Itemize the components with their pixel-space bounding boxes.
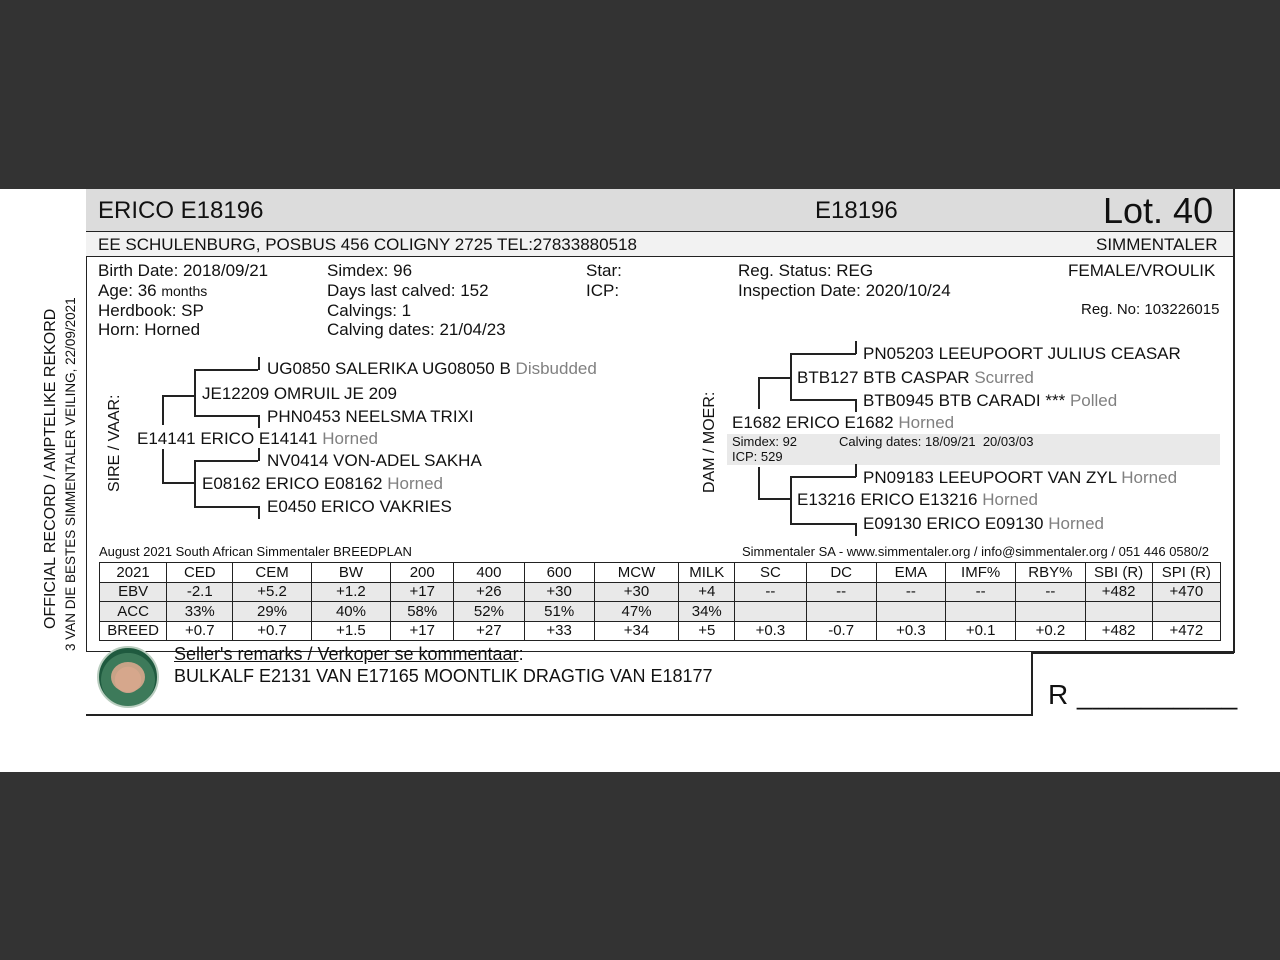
breedplan-header-cell: 2021 [100,563,167,583]
remarks-text: BULKALF E2131 VAN E17165 MOONTLIK DRAGTIG VAN E18177 [174,666,713,686]
breedplan-header-cell: CEM [233,563,311,583]
breed-label: SIMMENTALER [1096,235,1218,254]
dam-main-horn: Horned [898,413,955,432]
breedplan-header-cell: SPI (R) [1152,563,1220,583]
breedplan-cell: +0.1 [946,621,1016,641]
icp: ICP: [586,281,620,300]
breedplan-cell: +0.7 [233,621,311,641]
breedplan-header-cell: BW [311,563,390,583]
breedplan-cell: EBV [100,582,167,602]
dam-gp1: PN05203 LEEUPOORT JULIUS CEASAR [863,344,1181,363]
owner-info: EE SCHULENBURG, POSBUS 456 COLIGNY 2725 TEL:27833880518 [98,235,637,254]
dam-parent2-name: E13216 ERICO E13216 [797,490,978,509]
breedplan-cell [1152,602,1220,622]
dam-label: DAM / MOER: [701,391,718,493]
days-last-calved: Days last calved: 152 [327,281,489,300]
breedplan-cell: +482 [1085,621,1152,641]
breedplan-header-cell: MILK [679,563,735,583]
breedplan-cell [1016,602,1085,622]
breedplan-cell: 52% [454,602,524,622]
dam-main-name: E1682 ERICO E1682 [732,413,894,432]
breedplan-header-cell: DC [806,563,876,583]
age-value: Age: 36 [98,281,157,300]
breedplan-cell [876,602,945,622]
dam-gp2-name: BTB0945 BTB CARADI *** [863,391,1066,410]
dam-gp4-horn: Horned [1048,514,1105,533]
breedplan-cell: +26 [454,582,524,602]
breedplan-cell: +17 [391,582,454,602]
breedplan-row [100,563,1221,583]
breedplan-cell: +470 [1152,582,1220,602]
breedplan-cell: -2.1 [167,582,233,602]
simmentaler-logo [97,646,159,708]
dam-gp3-horn: Horned [1121,468,1178,487]
breedplan-cell: -- [946,582,1016,602]
sire-gp3: NV0414 VON-ADEL SAKHA [267,451,482,470]
breedplan-cell: +27 [454,621,524,641]
dam-main [732,413,954,433]
breedplan-cell: +5 [679,621,735,641]
dam-gp3 [863,468,1177,488]
dam-gp4-name: E09130 ERICO E09130 [863,514,1044,533]
breedplan-cell: +17 [391,621,454,641]
breedplan-cell: 47% [594,602,679,622]
breedplan-cell: +1.2 [311,582,390,602]
simdex: Simdex: 96 [327,261,413,280]
animal-name: ERICO E18196 [98,197,264,224]
birth-date: Birth Date: 2018/09/21 [98,261,269,280]
breedplan-caption: August 2021 South African Simmentaler BREEDPLAN [99,544,412,559]
dam-gp2-horn: Polled [1069,391,1118,410]
breedplan-cell: +30 [594,582,679,602]
horn-status: Horn: Horned [98,320,201,339]
breedplan-cell: 33% [167,602,233,622]
sire-parent1: JE12209 OMRUIL JE 209 [202,384,397,403]
calving-dates: Calving dates: 21/04/23 [327,320,506,339]
breedplan-cell: -- [876,582,945,602]
breedplan-header-cell: 200 [391,563,454,583]
dam-icp: ICP: 529 [732,449,783,464]
calvings: Calvings: 1 [327,301,412,320]
reg-status: Reg. Status: REG [738,261,874,280]
breedplan-cell [946,602,1016,622]
remarks-title [174,644,524,665]
breedplan-cell: 29% [233,602,311,622]
dam-parent1-horn: Scurred [974,368,1034,387]
sire-parent2-horn: Horned [387,474,444,493]
sire-gp1 [267,359,597,379]
breedplan-header-cell: CED [167,563,233,583]
breedplan-cell: +0.3 [735,621,806,641]
sire-gp2: PHN0453 NEELSMA TRIXI [267,407,474,426]
dam-gp2 [863,391,1117,411]
sire-main [137,429,378,449]
breedplan-header-cell: 400 [454,563,524,583]
reg-number: Reg. No: 103226015 [1081,301,1220,318]
dam-gp3-name: PN09183 LEEUPOORT VAN ZYL [863,468,1117,487]
breedplan-cell: +0.2 [1016,621,1085,641]
dam-parent2-horn: Horned [982,490,1039,509]
animal-id: E18196 [815,197,898,224]
price-field[interactable]: R __________ [1048,679,1238,710]
breedplan-cell: 34% [679,602,735,622]
breedplan-row [100,621,1221,641]
breedplan-header-cell: 600 [524,563,594,583]
star: Star: [586,261,622,280]
breedplan-cell: +482 [1085,582,1152,602]
breedplan-cell: -0.7 [806,621,876,641]
breedplan-cell: 40% [311,602,390,622]
breedplan-cell: +0.7 [167,621,233,641]
breedplan-cell: +5.2 [233,582,311,602]
contact-caption: Simmentaler SA - www.simmentaler.org / info@simmentaler.org / 051 446 0580/2 [742,544,1209,559]
breedplan-header-cell: RBY% [1016,563,1085,583]
sex: FEMALE/VROULIK [1068,261,1216,280]
breedplan-header-cell: SBI (R) [1085,563,1152,583]
breedplan-cell: +472 [1152,621,1220,641]
breedplan-cell: -- [1016,582,1085,602]
age-unit: months [161,283,208,299]
remarks-title-text: Seller's remarks / Verkoper se kommentaar [174,644,519,664]
herdbook: Herdbook: SP [98,301,204,320]
age [98,281,207,301]
breedplan-cell: +0.3 [876,621,945,641]
dam-gp4 [863,514,1104,534]
breedplan-cell: -- [806,582,876,602]
breedplan-cell [806,602,876,622]
official-record-text: OFFICIAL RECORD / AMPTELIKE REKORD [42,308,59,629]
sire-main-name: E14141 ERICO E14141 [137,429,318,448]
breedplan-cell: +4 [679,582,735,602]
breedplan-header-cell: MCW [594,563,679,583]
breedplan-cell: -- [735,582,806,602]
breedplan-cell: 58% [391,602,454,622]
breedplan-cell: +33 [524,621,594,641]
sire-parent2-name: E08162 ERICO E08162 [202,474,383,493]
dam-simdex: Simdex: 92 [732,434,798,449]
dam-parent1-name: BTB127 BTB CASPAR [797,368,970,387]
breedplan-cell: +1.5 [311,621,390,641]
breedplan-cell [1085,602,1152,622]
breedplan-cell: ACC [100,602,167,622]
breedplan-cell: +34 [594,621,679,641]
sire-parent2 [202,474,443,494]
sire-main-horn: Horned [322,429,379,448]
breedplan-row [100,602,1221,622]
remarks-colon: : [518,644,524,664]
breedplan-header-cell: IMF% [946,563,1016,583]
sire-gp1-name: UG0850 SALERIKA UG08050 B [267,359,511,378]
dam-parent2 [797,490,1038,510]
auction-info-text: 3 VAN DIE BESTES SIMMENTALER VEILING, 22/09/2021 [63,297,78,651]
sire-label: SIRE / VAAR: [106,394,123,492]
dam-parent1 [797,368,1034,388]
breedplan-cell: BREED [100,621,167,641]
dam-calving-dates: Calving dates: 18/09/21 20/03/03 [839,434,1034,449]
breedplan-header-cell: EMA [876,563,945,583]
breedplan-row [100,582,1221,602]
breedplan-table [99,562,1221,641]
sire-gp1-horn: Disbudded [515,359,597,378]
breedplan-header-cell: SC [735,563,806,583]
lot-number: Lot. 40 [1103,190,1214,231]
inspection-date: Inspection Date: 2020/10/24 [738,281,951,300]
breedplan-cell: +30 [524,582,594,602]
breedplan-cell: 51% [524,602,594,622]
breedplan-cell [735,602,806,622]
catalogue-sheet [0,189,1280,772]
sire-gp4: E0450 ERICO VAKRIES [267,497,452,516]
